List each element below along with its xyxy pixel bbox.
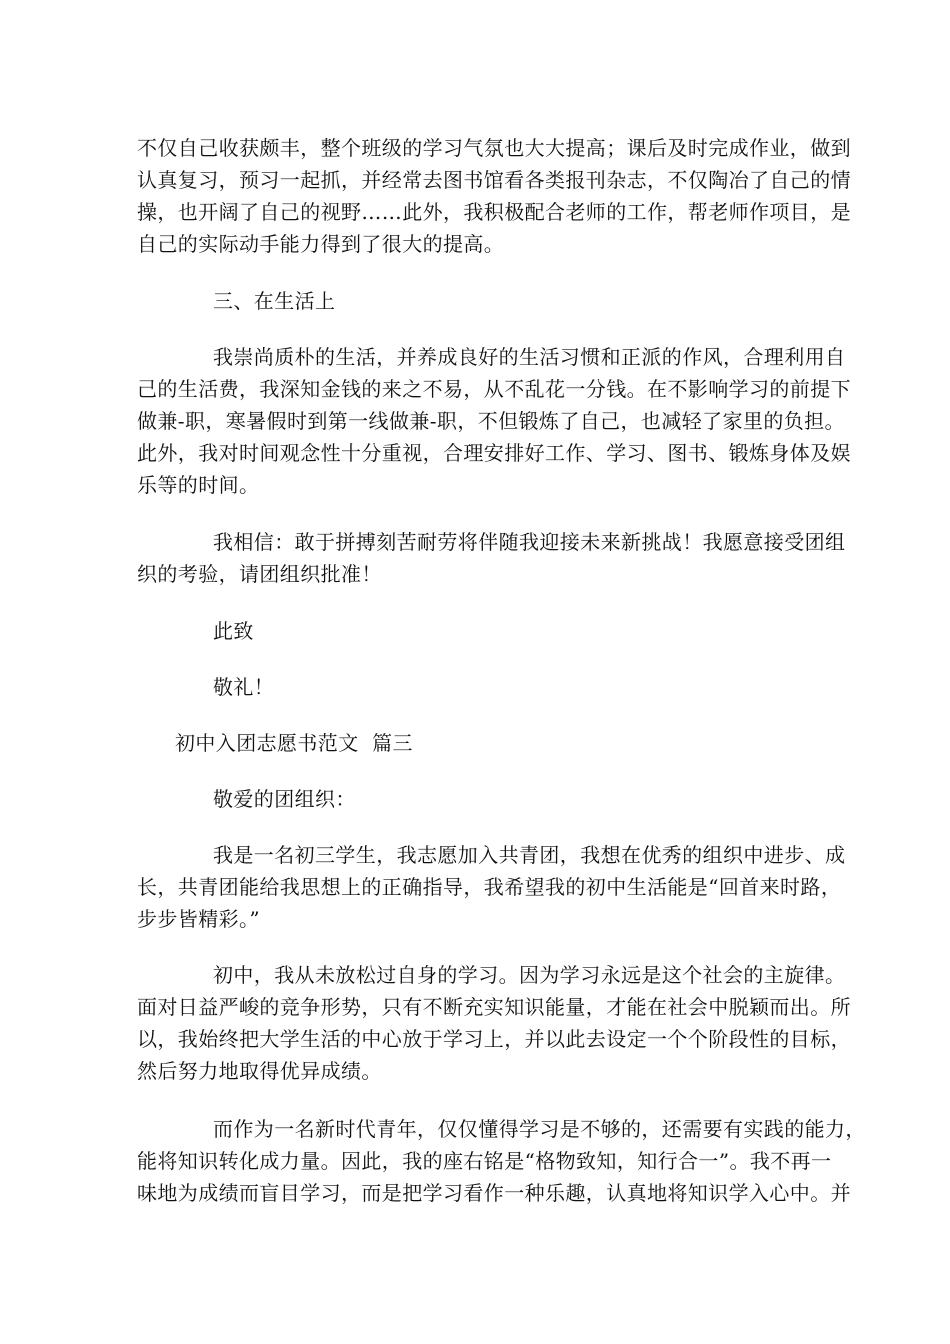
text-line: 认真复习，预习一起抓，并经常去图书馆看各类报刊杂志，不仅陶冶了自己的情 (137, 168, 851, 192)
text-line: 我相信：敢于拼搏刻苦耐劳将伴随我迎接未来新挑战！我愿意接受团组 (213, 530, 846, 554)
text-line: 织的考验，请团组织批准！ (137, 562, 382, 586)
text-line: 我崇尚质朴的生活，并养成良好的生活习惯和正派的作风，合理利用自 (213, 345, 846, 369)
text-line: 不仅自己收获颇丰，整个班级的学习气氛也大大提高；课后及时完成作业，做到 (137, 136, 851, 160)
article-title: 初中入团志愿书范文 篇三 (175, 731, 413, 755)
text-line: 步步皆精彩。” (137, 907, 261, 931)
salutation: 敬爱的团组织： (213, 787, 356, 811)
text-line: 味地为成绩而盲目学习，而是把学习看作一种乐趣，认真地将知识学入心中。并 (137, 1181, 851, 1205)
text-line: 以，我始终把大学生活的中心放于学习上，并以此去设定一个个阶段性的目标， (137, 1027, 851, 1051)
closing-jingli: 敬礼！ (213, 675, 275, 699)
text-line: 操，也开阔了自己的视野……此外，我积极配合老师的工作，帮老师作项目，是 (137, 200, 851, 224)
section-heading-life: 三、在生活上 (213, 289, 336, 313)
text-line: 能将知识转化成力量。因此，我的座右铭是“格物致知，知行合一”。我不再一 (137, 1149, 832, 1173)
closing-cizhi: 此致 (213, 619, 254, 643)
text-line: 面对日益严峻的竞争形势，只有不断充实知识能量，才能在社会中脱颖而出。所 (137, 995, 851, 1019)
text-line: 然后努力地取得优异成绩。 (137, 1059, 382, 1083)
text-line: 乐等的时间。 (137, 473, 260, 497)
text-line: 长，共青团能给我思想上的正确指导，我希望我的初中生活能是“回首来时路， (137, 875, 842, 899)
text-line: 己的生活费，我深知金钱的来之不易，从不乱花一分钱。在不影响学习的前提下 (137, 377, 851, 401)
text-line: 而作为一名新时代青年，仅仅懂得学习是不够的，还需要有实践的能力， (213, 1117, 866, 1141)
text-line: 我是一名初三学生，我志愿加入共青团，我想在优秀的组织中进步、成 (213, 843, 846, 867)
text-line: 此外，我对时间观念性十分重视，合理安排好工作、学习、图书、锻炼身体及娱 (137, 441, 851, 465)
text-line: 做兼-职，寒暑假时到第一线做兼-职，不但锻炼了自己，也减轻了家里的负担。 (137, 409, 845, 433)
text-line: 初中，我从未放松过自身的学习。因为学习永远是这个社会的主旋律。 (213, 963, 846, 987)
text-line: 自己的实际动手能力得到了很大的提高。 (137, 232, 505, 256)
